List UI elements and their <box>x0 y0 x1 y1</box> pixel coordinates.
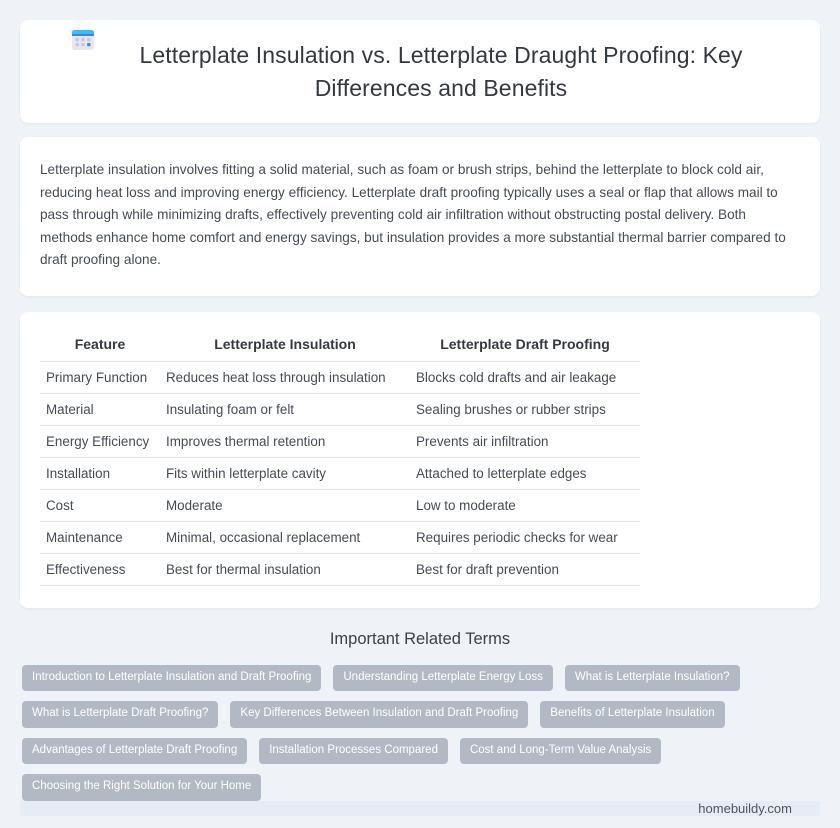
description-text: Letterplate insulation involves fitting a solid material, such as foam or brush strips, behind the letterplate to block cold air, reducing heat loss and improving energy efficiency. Letterplate draft proofing typically uses a seal or flap that allows mail to pass through while minimizing drafts, effectively preventing cold air infiltration without obstructing postal delivery. Both methods enhance home comfort and energy savings, but insulation provides a more substantial thermal barrier compared to draft proofing alone. <box>40 162 786 267</box>
cell-insulation: Best for thermal insulation <box>160 553 410 585</box>
table-row <box>40 425 640 457</box>
table-body <box>40 361 640 585</box>
table-row <box>40 393 640 425</box>
cell-insulation: Moderate <box>160 489 410 521</box>
related-terms-section <box>20 630 820 801</box>
header-inner <box>70 23 770 120</box>
related-terms-list <box>22 665 818 801</box>
related-term-tag[interactable]: Introduction to Letterplate Insulation and Draft Proofing <box>22 665 321 692</box>
cell-draft-proofing: Low to moderate <box>410 489 640 521</box>
cell-draft-proofing: Attached to letterplate edges <box>410 457 640 489</box>
comparison-table-card <box>20 312 820 608</box>
cell-draft-proofing: Sealing brushes or rubber strips <box>410 393 640 425</box>
related-term-tag[interactable]: Benefits of Letterplate Insulation <box>540 701 724 728</box>
related-term-tag[interactable]: Understanding Letterplate Energy Loss <box>333 665 552 692</box>
cell-feature: Energy Efficiency <box>40 425 160 457</box>
related-term-tag[interactable]: Cost and Long-Term Value Analysis <box>460 738 661 765</box>
page-title: Letterplate Insulation vs. Letterplate Draught Proofing: Key Differences and Benefits <box>139 41 743 101</box>
table-row <box>40 361 640 393</box>
column-header-draft-proofing: Letterplate Draft Proofing <box>410 328 640 362</box>
cell-draft-proofing: Best for draft prevention <box>410 553 640 585</box>
related-term-tag[interactable]: Choosing the Right Solution for Your Home <box>22 774 261 801</box>
header-card <box>20 20 820 123</box>
footer-bar <box>20 801 820 816</box>
calendar-icon <box>70 27 96 53</box>
cell-feature: Maintenance <box>40 521 160 553</box>
comparison-table <box>40 328 640 586</box>
cell-feature: Effectiveness <box>40 553 160 585</box>
cell-feature: Primary Function <box>40 361 160 393</box>
cell-feature: Material <box>40 393 160 425</box>
related-term-tag[interactable]: What is Letterplate Draft Proofing? <box>22 701 218 728</box>
related-terms-heading: Important Related Terms <box>329 629 511 648</box>
cell-insulation: Minimal, occasional replacement <box>160 521 410 553</box>
related-term-tag[interactable]: Installation Processes Compared <box>259 738 448 765</box>
table-row <box>40 489 640 521</box>
table-row <box>40 457 640 489</box>
footer-site-name: homebuildy.com <box>698 800 792 816</box>
column-header-feature: Feature <box>40 328 160 362</box>
description-card <box>20 137 820 296</box>
table-header-row <box>40 328 640 362</box>
related-term-tag[interactable]: What is Letterplate Insulation? <box>565 665 740 692</box>
column-header-insulation: Letterplate Insulation <box>160 328 410 362</box>
cell-draft-proofing: Requires periodic checks for wear <box>410 521 640 553</box>
cell-feature: Cost <box>40 489 160 521</box>
related-term-tag[interactable]: Key Differences Between Insulation and Draft Proofing <box>230 701 528 728</box>
cell-draft-proofing: Prevents air infiltration <box>410 425 640 457</box>
cell-insulation: Reduces heat loss through insulation <box>160 361 410 393</box>
cell-feature: Installation <box>40 457 160 489</box>
cell-insulation: Improves thermal retention <box>160 425 410 457</box>
table-row <box>40 521 640 553</box>
cell-insulation: Fits within letterplate cavity <box>160 457 410 489</box>
table-head <box>40 328 640 362</box>
related-term-tag[interactable]: Advantages of Letterplate Draft Proofing <box>22 738 247 765</box>
cell-draft-proofing: Blocks cold drafts and air leakage <box>410 361 640 393</box>
table-row <box>40 553 640 585</box>
cell-insulation: Insulating foam or felt <box>160 393 410 425</box>
